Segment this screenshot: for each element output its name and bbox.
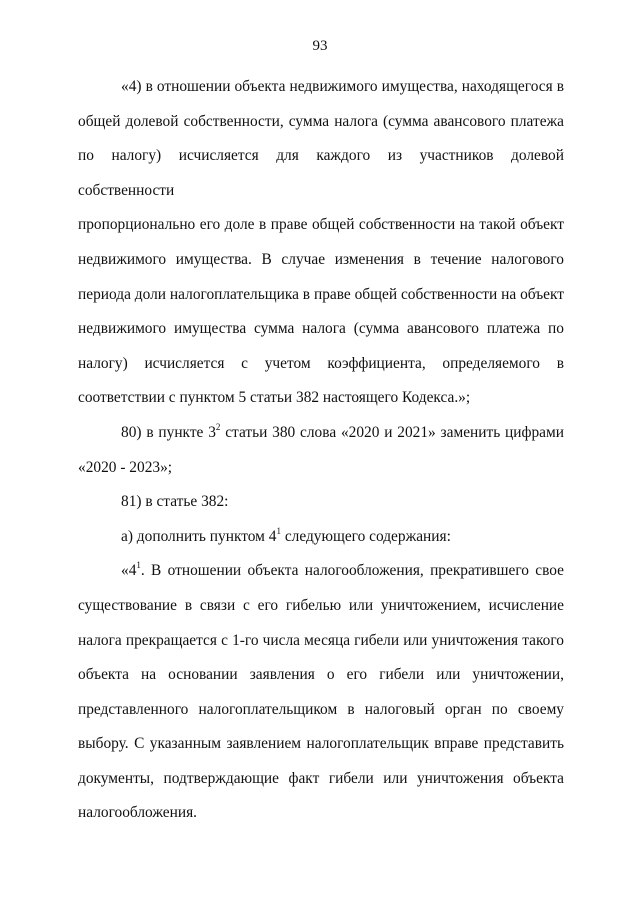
text-line: «2020 - 2023»; [78,458,173,476]
text-line: по налогу) исчисляется для каждого из участников долевой собственности [78,147,564,199]
item-80 [78,416,564,485]
text-line: 81) в статье 382: [121,493,229,511]
text-line: соответствии с пунктом 5 статьи 382 настоящего Кодекса.»; [78,389,471,407]
item-80-post: статьи 380 слова «2020 и 2021» заменить цифрами [220,423,564,441]
text-line: «4) в отношении объекта недвижимого имущества, находящегося в [121,78,564,95]
superscript: 2 [215,421,221,432]
text-line: налогу) исчисляется с учетом коэффициента, определяемого в [78,354,564,372]
text-line: существование в связи с его гибелью или уничтожением, исчисление [78,596,564,614]
item-a-post: следующего содержания: [280,527,451,545]
text-line: выбору. С указанным заявлением налогоплательщик вправе представить [78,735,564,753]
item-80-pre: 80) в пункте 3 [121,423,216,441]
text-line: недвижимого имущества сумма налога (сумма авансового платежа по [78,320,564,338]
item-a-pre: а) дополнить пунктом 4 [121,527,277,545]
text-line [78,520,564,555]
item-a [78,520,564,555]
text-line: объекта на основании заявления о его гибели или уничтожении, [78,666,564,684]
superscript: 1 [136,560,141,571]
paragraph-4-quote [78,70,564,416]
paragraph-4-1-quote [78,554,564,831]
page-number: 93 [312,38,328,54]
text-line: пропорционально его доле в праве общей собственности на такой объект [78,216,564,234]
quote-first-post: . В отношении объекта налогообложения, прекратившего свое [140,562,564,580]
text-line: недвижимого имущества. В случае изменения в течение налогового [78,250,564,268]
text-line: периода доли налогоплательщика в праве общей собственности на объект [78,285,564,303]
text-line: общей долевой собственности, сумма налога (сумма авансового платежа [78,112,564,130]
item-81 [78,485,564,520]
text-line [78,416,564,451]
text-line [78,554,564,589]
text-line: налогообложения. [78,804,197,822]
text-line: представленного налогоплательщиком в налоговый орган по своему [78,700,564,718]
superscript: 1 [276,525,281,536]
document-body [78,70,564,831]
text-line: налога прекращается с 1-го числа месяца гибели или уничтожения такого [78,631,564,649]
text-line: документы, подтверждающие факт гибели или уничтожения объекта [78,769,564,787]
quote-first-pre: «4 [121,562,137,580]
